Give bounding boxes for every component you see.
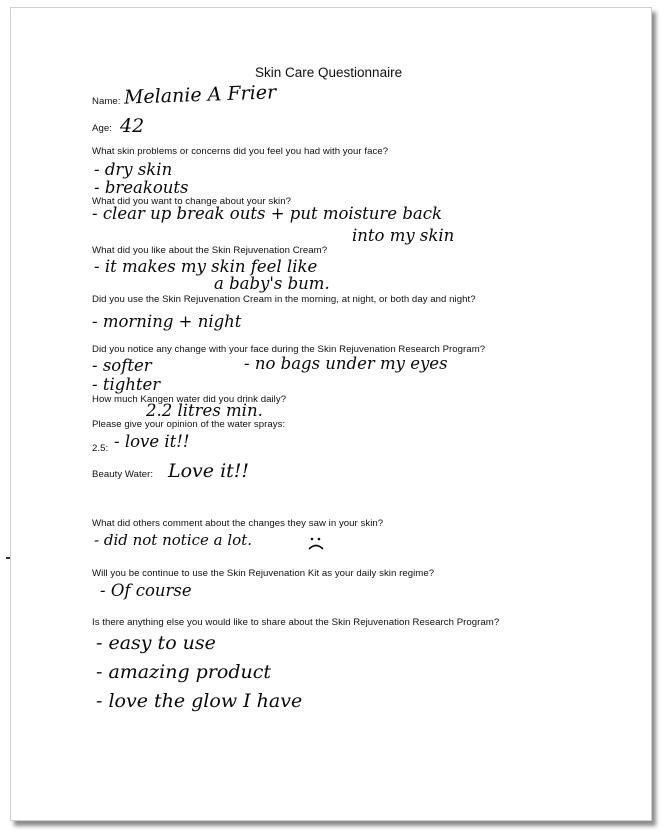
question-kangen-water: How much Kangen water did you drink daily?	[92, 394, 287, 405]
answer-line: a baby's bum.	[214, 274, 330, 293]
answer-line: - dry skin	[94, 160, 173, 179]
question-others-comment: What did others comment about the changes they saw in your skin?	[92, 518, 384, 529]
sad-face-icon	[306, 534, 326, 552]
answer-line: - did not notice a lot.	[94, 531, 252, 549]
answer-line: - softer	[92, 356, 152, 375]
answer-line: - breakouts	[94, 178, 189, 197]
answer-line: - tighter	[92, 375, 161, 394]
scan-speck	[6, 557, 10, 559]
answer-line: 2.2 litres min.	[146, 401, 263, 420]
spray-label-2-5: 2.5:	[92, 443, 109, 454]
answer-line: - clear up break outs + put moisture back	[92, 204, 442, 223]
answer-line: - easy to use	[96, 632, 216, 654]
question-liked-cream: What did you like about the Skin Rejuvenation Cream?	[92, 245, 328, 256]
question-anything-else: Is there anything else you would like to share about the Skin Rejuvenation Research Program?	[92, 617, 500, 628]
answer-line: - love the glow I have	[96, 690, 303, 712]
question-cream-usage: Did you use the Skin Rejuvenation Cream in the morning, at night, or both day and night?	[92, 294, 476, 305]
answer-line: - morning + night	[92, 312, 242, 331]
question-skin-problems: What skin problems or concerns did you feel you had with your face?	[92, 146, 389, 157]
age-label: Age:	[92, 123, 112, 134]
answer-line: - love it!!	[114, 432, 190, 451]
answer-line: - no bags under my eyes	[244, 354, 448, 373]
answer-line: - amazing product	[96, 661, 272, 683]
answer-line: Love it!!	[168, 460, 250, 482]
question-want-change: What did you want to change about your skin?	[92, 196, 291, 207]
answer-line: - it makes my skin feel like	[94, 257, 318, 276]
spray-label-beauty-water: Beauty Water:	[92, 469, 154, 480]
answer-line: into my skin	[352, 226, 455, 245]
question-water-sprays: Please give your opinion of the water sprays:	[92, 419, 286, 430]
name-label: Name:	[92, 96, 121, 107]
answer-line: - Of course	[100, 581, 192, 600]
page-title: Skin Care Questionnaire	[255, 65, 403, 80]
question-noticed-change: Did you notice any change with your face during the Skin Rejuvenation Research Program?	[92, 344, 486, 355]
question-continue-use: Will you be continue to use the Skin Rejuvenation Kit as your daily skin regime?	[92, 568, 435, 579]
name-answer: Melanie A Frier	[123, 81, 277, 109]
age-answer: 42	[120, 115, 145, 137]
